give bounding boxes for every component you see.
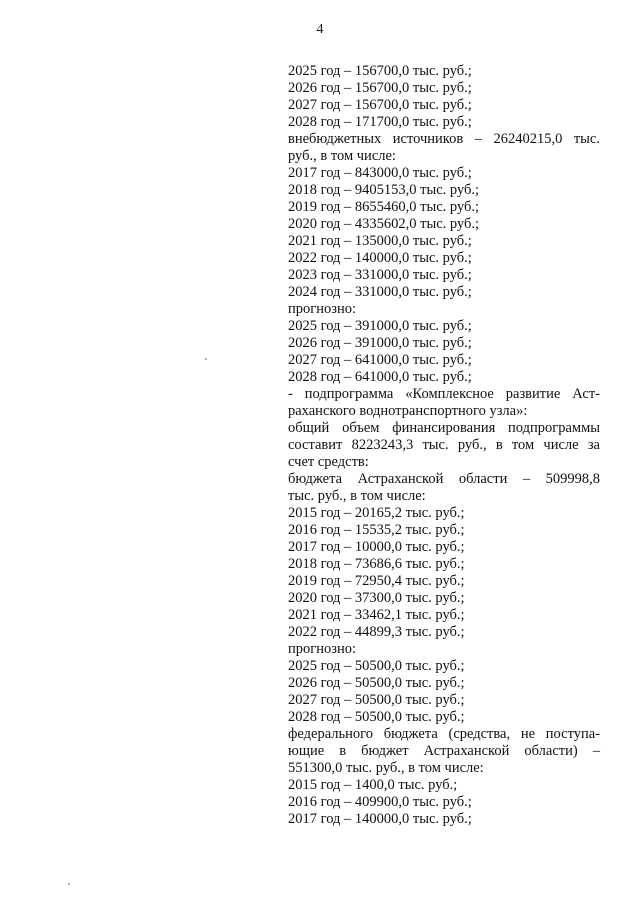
text-line: 2027 год – 50500,0 тыс. руб.; bbox=[288, 692, 465, 708]
text-line: 2020 год – 37300,0 тыс. руб.; bbox=[288, 590, 465, 606]
text-line: 2022 год – 44899,3 тыс. руб.; bbox=[288, 624, 465, 640]
text-line: раханского воднотранспортного узла»: bbox=[288, 403, 528, 419]
text-line: 2018 год – 9405153,0 тыс. руб.; bbox=[288, 182, 480, 198]
text-line: 2026 год – 391000,0 тыс. руб.; bbox=[288, 335, 472, 351]
text-line: 2019 год – 72950,4 тыс. руб.; bbox=[288, 573, 465, 589]
text-line: счет средств: bbox=[288, 454, 369, 470]
text-line: 2015 год – 20165,2 тыс. руб.; bbox=[288, 505, 465, 521]
text-line: руб., в том числе: bbox=[288, 148, 396, 164]
text-line: 2021 год – 33462,1 тыс. руб.; bbox=[288, 607, 465, 623]
scan-speck bbox=[68, 883, 70, 885]
text-line: прогнозно: bbox=[288, 641, 356, 657]
text-line: 2028 год – 171700,0 тыс. руб.; bbox=[288, 114, 472, 130]
text-line: 2016 год – 409900,0 тыс. руб.; bbox=[288, 794, 472, 810]
text-line: 2024 год – 331000,0 тыс. руб.; bbox=[288, 284, 472, 300]
text-line: 2021 год – 135000,0 тыс. руб.; bbox=[288, 233, 472, 249]
text-line: 2020 год – 4335602,0 тыс. руб.; bbox=[288, 216, 480, 232]
text-line: 2023 год – 331000,0 тыс. руб.; bbox=[288, 267, 472, 283]
text-line: 2017 год – 10000,0 тыс. руб.; bbox=[288, 539, 465, 555]
text-line: бюджета Астраханской области – 509998,8 bbox=[288, 471, 600, 487]
text-line: - подпрограмма «Комплексное развитие Аст- bbox=[288, 386, 600, 402]
text-line: 2017 год – 140000,0 тыс. руб.; bbox=[288, 811, 472, 827]
document-body bbox=[288, 63, 600, 828]
text-line: 2025 год – 50500,0 тыс. руб.; bbox=[288, 658, 465, 674]
text-line: 2019 год – 8655460,0 тыс. руб.; bbox=[288, 199, 480, 215]
text-line: 2016 год – 15535,2 тыс. руб.; bbox=[288, 522, 465, 538]
text-line: тыс. руб., в том числе: bbox=[288, 488, 426, 504]
text-line: 2025 год – 391000,0 тыс. руб.; bbox=[288, 318, 472, 334]
scan-speck bbox=[205, 358, 207, 360]
text-line: 2028 год – 50500,0 тыс. руб.; bbox=[288, 709, 465, 725]
text-line: прогнозно: bbox=[288, 301, 356, 317]
text-line: 2025 год – 156700,0 тыс. руб.; bbox=[288, 63, 472, 79]
text-line: внебюджетных источников – 26240215,0 тыс. bbox=[288, 131, 600, 147]
text-line: 2017 год – 843000,0 тыс. руб.; bbox=[288, 165, 472, 181]
text-line: 2027 год – 156700,0 тыс. руб.; bbox=[288, 97, 472, 113]
text-line: федерального бюджета (средства, не поступа- bbox=[288, 726, 600, 742]
text-line: 2018 год – 73686,6 тыс. руб.; bbox=[288, 556, 465, 572]
text-line: составит 8223243,3 тыс. руб., в том числе за bbox=[288, 437, 600, 453]
text-line: общий объем финансирования подпрограммы bbox=[288, 420, 600, 436]
text-line: 2026 год – 50500,0 тыс. руб.; bbox=[288, 675, 465, 691]
text-line: 2027 год – 641000,0 тыс. руб.; bbox=[288, 352, 472, 368]
text-line: 2015 год – 1400,0 тыс. руб.; bbox=[288, 777, 458, 793]
text-line: 2026 год – 156700,0 тыс. руб.; bbox=[288, 80, 472, 96]
text-line: 2022 год – 140000,0 тыс. руб.; bbox=[288, 250, 472, 266]
text-line: ющие в бюджет Астраханской области) – bbox=[288, 743, 600, 759]
text-line: 551300,0 тыс. руб., в том числе: bbox=[288, 760, 484, 776]
page-number: 4 bbox=[316, 22, 324, 37]
text-line: 2028 год – 641000,0 тыс. руб.; bbox=[288, 369, 472, 385]
